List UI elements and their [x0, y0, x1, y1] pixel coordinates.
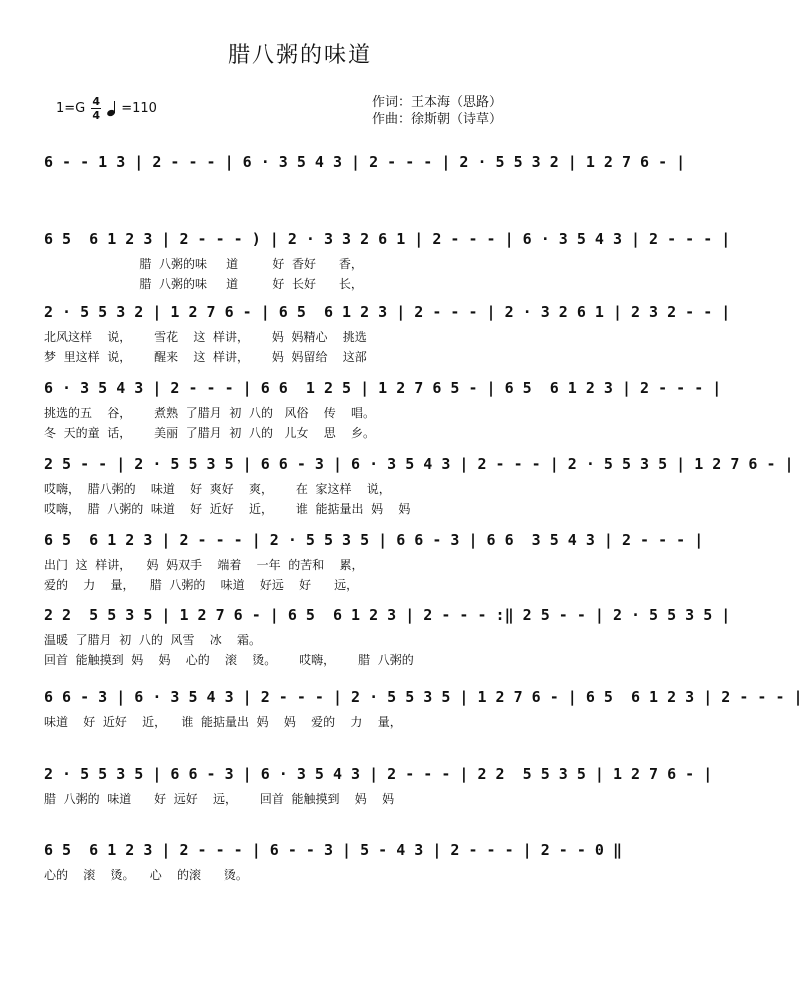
credits	[372, 94, 502, 128]
composer: 作曲：徐斯朝（诗草）	[372, 112, 503, 127]
notation-line: 6 5 6 1 2 3 | 2 - - - | 6 - - 3 | 5 - 4 3 | 2 - - - | 2 - - 0 ‖	[44, 841, 622, 859]
notation-line: 2 · 5 5 3 2 | 1 2 7 6 - | 6 5 6 1 2 3 | 2 - - - | 2 · 3 2 6 1 | 2 3 2 - - |	[44, 303, 731, 321]
lyric-line: 冬 天的童 话， 美丽 了腊月 初 八的 儿女 思 乡。	[44, 426, 375, 440]
time-top: 4	[92, 95, 101, 108]
lyric-line: 腊 八粥的味 道 好 长好 长，	[44, 277, 363, 291]
tempo: =110	[121, 101, 157, 116]
lyric-line: 挑选的五 谷， 煮熟 了腊月 初 八的 风俗 传 唱。	[44, 406, 375, 420]
notation-line: 2 2 5 5 3 5 | 1 2 7 6 - | 6 5 6 1 2 3 | 2 - - - :‖ 2 5 - - | 2 · 5 5 3 5 |	[44, 606, 731, 624]
notation-line: 6 5 6 1 2 3 | 2 - - - | 2 · 5 5 3 5 | 6 6 - 3 | 6 6 3 5 4 3 | 2 - - - |	[44, 531, 704, 549]
lyric-line: 心的 滚 烫。 心 的滚 烫。	[44, 868, 248, 882]
time-bottom: 4	[92, 109, 101, 122]
lyric-line: 腊 八粥的 味道 好 远好 远， 回首 能触摸到 妈 妈	[44, 792, 395, 806]
notation-line: 6 6 - 3 | 6 · 3 5 4 3 | 2 - - - | 2 · 5 5 3 5 | 1 2 7 6 - | 6 5 6 1 2 3 | 2 - - - |	[44, 688, 803, 706]
lyric-line: 北风这样 说， 雪花 这 样讲， 妈 妈精心 挑选	[44, 330, 367, 344]
quarter-note-icon	[107, 102, 115, 116]
lyric-line: 腊 八粥的味 道 好 香好 香，	[44, 257, 363, 271]
lyricist: 作词：王本海（思路）	[372, 95, 503, 110]
lyric-line: 哎嗨， 腊 八粥的 味道 好 近好 近， 谁 能掂量出 妈 妈	[44, 502, 411, 516]
notation-line: 2 5 - - | 2 · 5 5 3 5 | 6 6 - 3 | 6 · 3 5 4 3 | 2 - - - | 2 · 5 5 3 5 | 1 2 7 6 - |	[44, 455, 794, 473]
key-signature	[56, 96, 157, 121]
notation-line: 6 · 3 5 4 3 | 2 - - - | 6 6 1 2 5 | 1 2 7 6 5 - | 6 5 6 1 2 3 | 2 - - - |	[44, 379, 722, 397]
lyric-line: 爱的 力 量， 腊 八粥的 味道 好远 好 远，	[44, 578, 359, 592]
lyric-line: 味道 好 近好 近， 谁 能掂量出 妈 妈 爱的 力 量，	[44, 715, 402, 729]
lyric-line: 梦 里这样 说， 醒来 这 样讲， 妈 妈留给 这部	[44, 350, 367, 364]
notation-line: 6 5 6 1 2 3 | 2 - - - ) | 2 · 3 3 2 6 1 | 2 - - - | 6 · 3 5 4 3 | 2 - - - |	[44, 230, 731, 248]
time-signature	[91, 96, 101, 121]
key-label: 1=G	[56, 101, 86, 116]
notation-line: 6 - - 1 3 | 2 - - - | 6 · 3 5 4 3 | 2 - - - | 2 · 5 5 3 2 | 1 2 7 6 - |	[44, 153, 686, 171]
lyric-line: 出门 这 样讲， 妈 妈双手 端着 一年 的苦和 累，	[44, 558, 364, 572]
lyric-line: 温暖 了腊月 初 八的 风雪 冰 霜。	[44, 633, 262, 647]
lyric-line: 回首 能触摸到 妈 妈 心的 滚 烫。 哎嗨， 腊 八粥的	[44, 653, 414, 667]
notation-line: 2 · 5 5 3 5 | 6 6 - 3 | 6 · 3 5 4 3 | 2 - - - | 2 2 5 5 3 5 | 1 2 7 6 - |	[44, 765, 713, 783]
song-title: 腊八粥的味道	[227, 43, 372, 68]
lyric-line: 哎嗨， 腊八粥的 味道 好 爽好 爽， 在 家这样 说，	[44, 482, 391, 496]
